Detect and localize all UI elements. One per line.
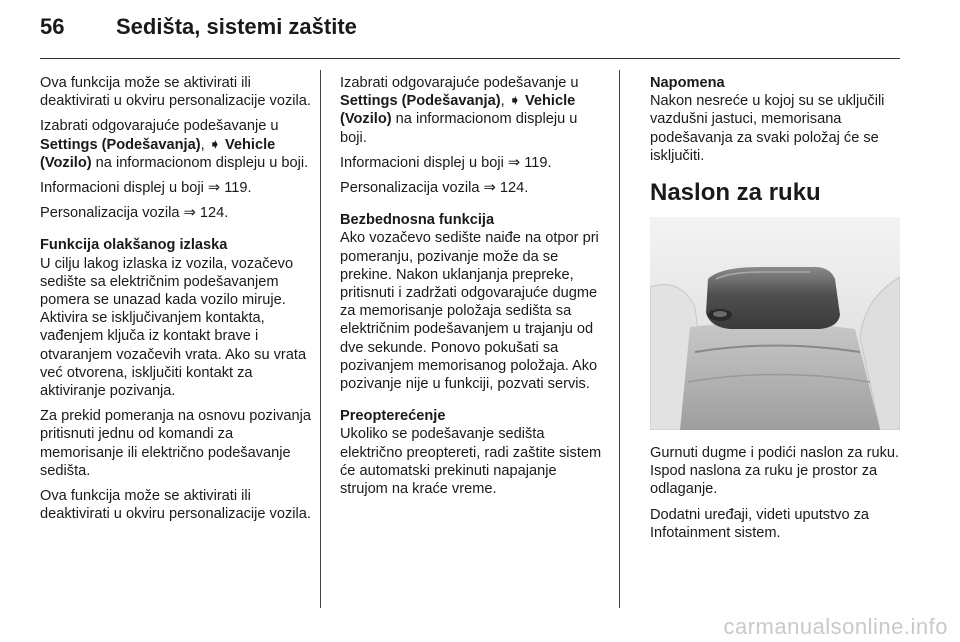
- text: ,: [500, 93, 509, 110]
- menu-label-settings: Settings (Podešavanja): [40, 136, 201, 153]
- subheading: Preopterećenje: [340, 408, 446, 425]
- cross-reference: [340, 179, 608, 197]
- column-1: [40, 74, 312, 530]
- text: Personalizacija vozila: [40, 205, 184, 222]
- subheading: Funkcija olakšanog izlaska: [40, 237, 228, 254]
- column-divider: [619, 70, 620, 608]
- text: Izabrati odgovarajuće podešavanje u: [40, 118, 279, 135]
- watermark: carmanualsonline.info: [723, 614, 948, 639]
- page-number: 56: [40, 14, 65, 39]
- paragraph: U cilju lakog izlaska iz vozila, vozačevo sedište sa električnim podešavanjem pomera se unazad kada vozilo miruje. Aktivira se isključivanjem kontakta, vađenjem ključa iz kontakt brave i otvaranjem vozačevih vrata. Ako su vrata već otvorena, isključiti kontakt za aktiviranje pozivanja.: [40, 255, 307, 400]
- paragraph: Ova funkcija može se aktivirati ili deaktivirati u okviru personalizacije vozila.: [40, 488, 311, 523]
- reference-arrow-icon: ⇒: [483, 180, 496, 197]
- text: Personalizacija vozila: [340, 180, 484, 197]
- page-ref: 119.: [520, 154, 552, 171]
- paragraph: Gurnuti dugme i podići naslon za ruku. Ispod naslona za ruku je prostor za odlaganje.: [650, 445, 900, 498]
- menu-label-vehicle: Vehicle (Vozilo): [340, 93, 576, 128]
- text: Informacioni displej u boji: [340, 154, 508, 171]
- column-divider: [320, 70, 321, 608]
- paragraph: Ukoliko se podešavanje sedišta električno preoptereti, radi zaštite sistem će automatski prekinuti napajanje strujom na kraće vreme.: [340, 426, 602, 498]
- text: na informacionom displeju u boji.: [340, 111, 578, 146]
- note-text: Nakon nesreće u kojoj su se uključili vazdušni jastuci, memorisana podešavanja za svaki položaj će se isključiti.: [650, 93, 885, 164]
- section-heading: Naslon za ruku: [650, 179, 821, 207]
- cross-reference: [340, 154, 608, 172]
- text: Informacioni displej u boji: [40, 180, 208, 197]
- page-ref: 124.: [495, 180, 529, 197]
- header-rule: [40, 58, 900, 59]
- text: Izabrati odgovarajuće podešavanje u: [340, 75, 579, 91]
- note-heading: Napomena: [650, 75, 725, 91]
- paragraph: Za prekid pomeranja na osnovu pozivanja pritisnuti jednu od komandi za memorisanje ili električno podešavanje sedišta.: [40, 408, 311, 479]
- paragraph: [40, 117, 312, 172]
- reference-arrow-icon: ⇒: [183, 205, 196, 222]
- paragraph: Dodatni uređaji, videti uputstvo za Infotainment sistem.: [650, 506, 870, 541]
- text: ,: [200, 136, 209, 153]
- cross-reference: [40, 179, 312, 197]
- page-ref: 119.: [220, 180, 252, 197]
- chapter-title: Sedišta, sistemi zaštite: [116, 14, 357, 39]
- menu-label-vehicle: Vehicle (Vozilo): [40, 136, 276, 171]
- cross-reference: [40, 204, 312, 222]
- reference-arrow-icon: ⇒: [207, 180, 221, 197]
- menu-label-settings: Settings (Podešavanja): [340, 93, 501, 110]
- page-header: [0, 0, 960, 60]
- page-ref: 124.: [195, 205, 229, 222]
- paragraph: Ova funkcija može se aktivirati ili deaktivirati u okviru personalizacije vozila.: [40, 75, 311, 110]
- arrow-icon: ➧: [508, 93, 521, 110]
- paragraph: [340, 74, 608, 147]
- subheading: Bezbednosna funkcija: [340, 212, 495, 229]
- text: na informacionom displeju u boji.: [91, 154, 309, 171]
- armrest-illustration: [650, 217, 900, 430]
- column-3: [650, 74, 910, 549]
- arrow-icon: ➧: [208, 136, 221, 153]
- paragraph: Ako vozačevo sedište naiđe na otpor pri pomeranju, pozivanje može da se prekine. Nakon uklanjanja prepreke, pritisnuti i zadržati odgovarajuće dugme za memorisanje položaja sedišta sa električnim podešavanjem u trajanju od dve sekunde. Ponovo pokušati sa pozivanjem memorisanog položaja. Ako pozivanje nije u funkciji, pozvati servis.: [340, 230, 599, 393]
- reference-arrow-icon: ⇒: [507, 154, 521, 171]
- column-2: [340, 74, 608, 505]
